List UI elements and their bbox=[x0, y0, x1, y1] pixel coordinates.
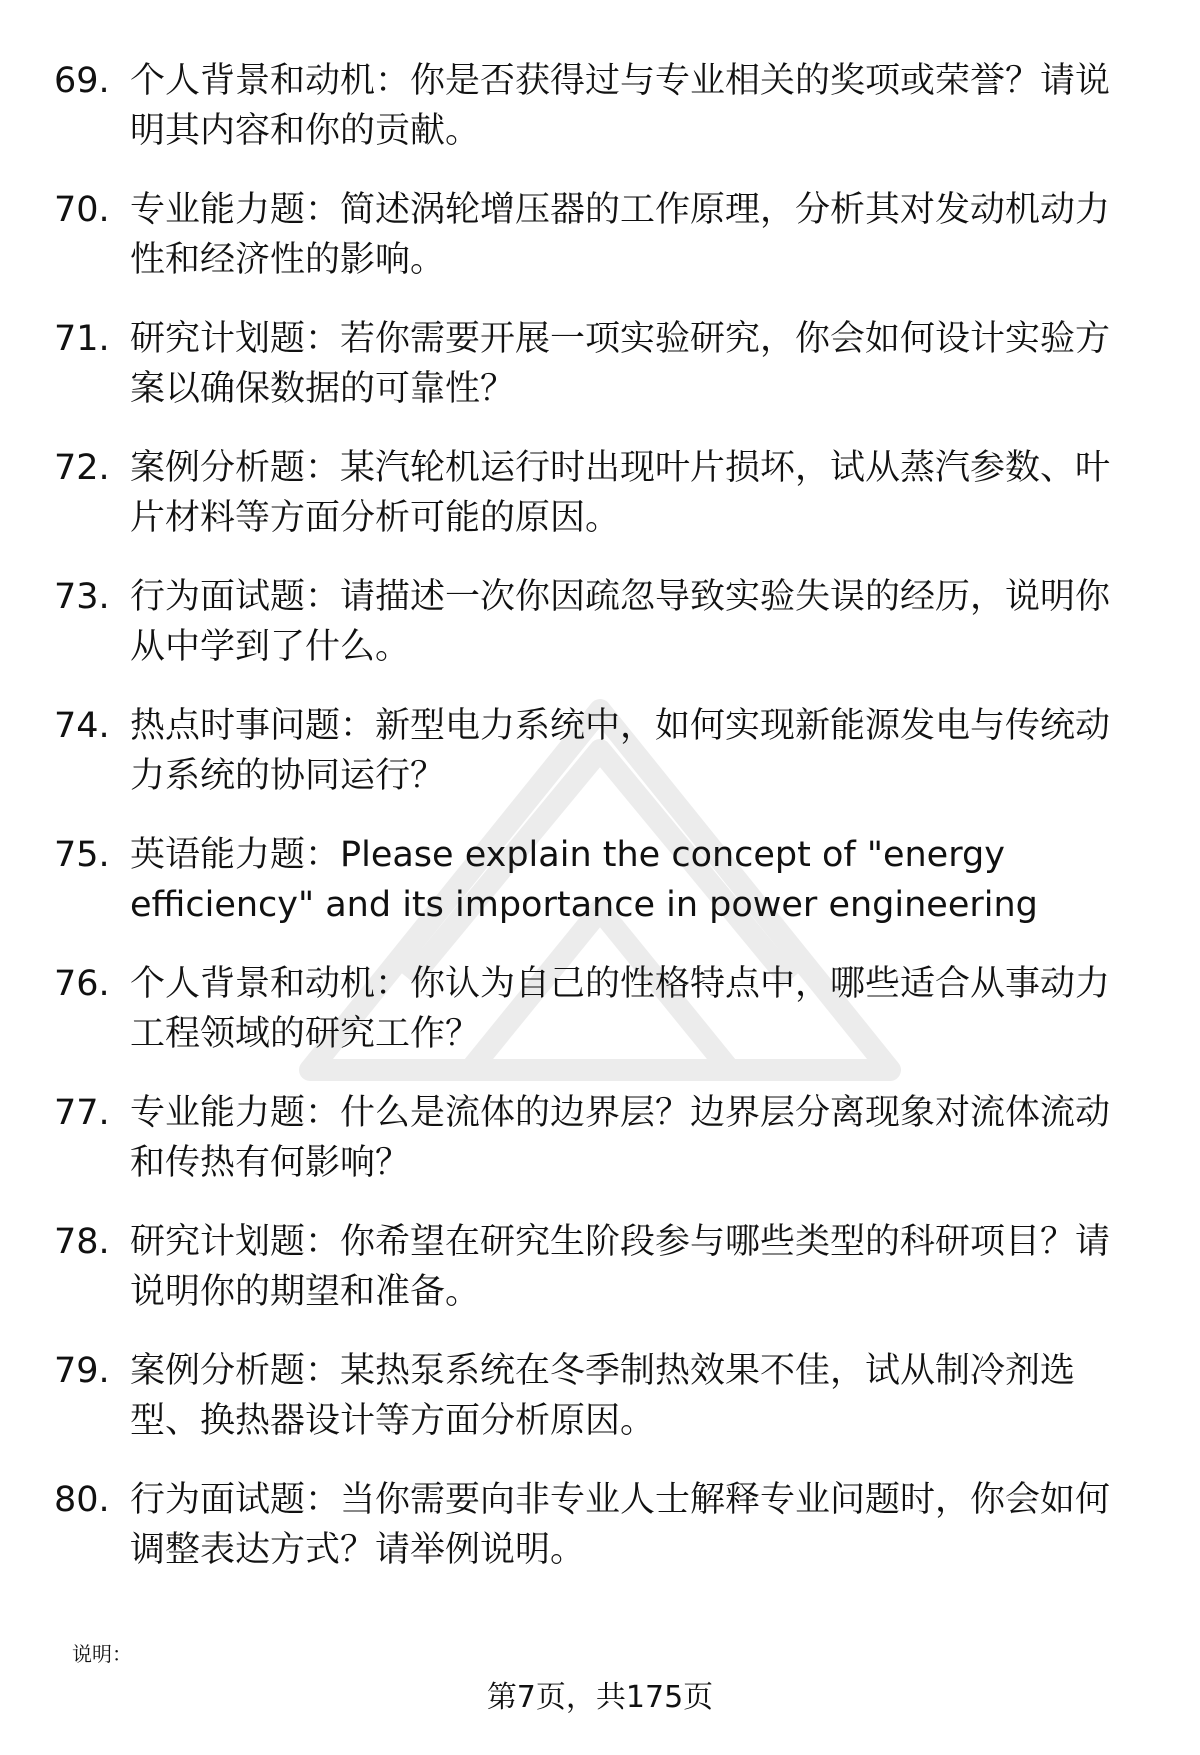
list-item bbox=[54, 314, 1144, 414]
list-item bbox=[54, 830, 1144, 930]
list-item bbox=[54, 959, 1144, 1059]
question-number: 76. bbox=[54, 964, 110, 1004]
question-text: 行为面试题：当你需要向非专业人士解释专业问题时，你会如何调整表达方式？请举例说明。 bbox=[130, 1480, 1111, 1570]
list-item bbox=[54, 1217, 1144, 1317]
page-footer: 第7页，共175页 bbox=[486, 1680, 714, 1715]
question-number: 72. bbox=[54, 448, 110, 488]
question-number: 74. bbox=[54, 706, 110, 746]
list-item bbox=[54, 701, 1144, 801]
list-item bbox=[54, 1475, 1144, 1575]
question-number: 80. bbox=[54, 1480, 110, 1520]
list-item bbox=[54, 1088, 1144, 1188]
note-label: 说明： bbox=[72, 1642, 132, 1666]
list-item bbox=[54, 185, 1144, 285]
question-text: 热点时事问题：新型电力系统中，如何实现新能源发电与传统动力系统的协同运行？ bbox=[130, 706, 1111, 796]
list-item bbox=[54, 1346, 1144, 1446]
list-item bbox=[54, 443, 1144, 543]
question-number: 78. bbox=[54, 1222, 110, 1262]
question-number: 75. bbox=[54, 835, 110, 875]
question-text: 研究计划题：你希望在研究生阶段参与哪些类型的科研项目？请说明你的期望和准备。 bbox=[130, 1222, 1111, 1312]
question-number: 73. bbox=[54, 577, 110, 617]
question-text: 专业能力题：简述涡轮增压器的工作原理，分析其对发动机动力性和经济性的影响。 bbox=[130, 190, 1111, 280]
question-text: 个人背景和动机：你认为自己的性格特点中，哪些适合从事动力工程领域的研究工作？ bbox=[130, 964, 1111, 1054]
question-number: 79. bbox=[54, 1351, 110, 1391]
question-text: 行为面试题：请描述一次你因疏忽导致实验失误的经历，说明你从中学到了什么。 bbox=[130, 577, 1111, 667]
list-item bbox=[54, 56, 1144, 156]
question-number: 69. bbox=[54, 61, 110, 101]
question-number: 77. bbox=[54, 1093, 110, 1133]
question-text: 个人背景和动机：你是否获得过与专业相关的奖项或荣誉？请说明其内容和你的贡献。 bbox=[130, 61, 1111, 151]
question-text: 案例分析题：某热泵系统在冬季制热效果不佳，试从制冷剂选型、换热器设计等方面分析原因。 bbox=[130, 1351, 1076, 1441]
question-text: 专业能力题：什么是流体的边界层？边界层分离现象对流体流动和传热有何影响？ bbox=[130, 1093, 1111, 1183]
question-number: 70. bbox=[54, 190, 110, 230]
list-item bbox=[54, 572, 1144, 672]
question-text: 英语能力题：Please explain the concept of "energy efficiency" and its importance in power engineering bbox=[130, 835, 1038, 925]
question-list bbox=[54, 56, 1144, 1604]
question-text: 研究计划题：若你需要开展一项实验研究，你会如何设计实验方案以确保数据的可靠性？ bbox=[130, 319, 1111, 409]
question-number: 71. bbox=[54, 319, 110, 359]
question-text: 案例分析题：某汽轮机运行时出现叶片损坏，试从蒸汽参数、叶片材料等方面分析可能的原因。 bbox=[130, 448, 1111, 538]
